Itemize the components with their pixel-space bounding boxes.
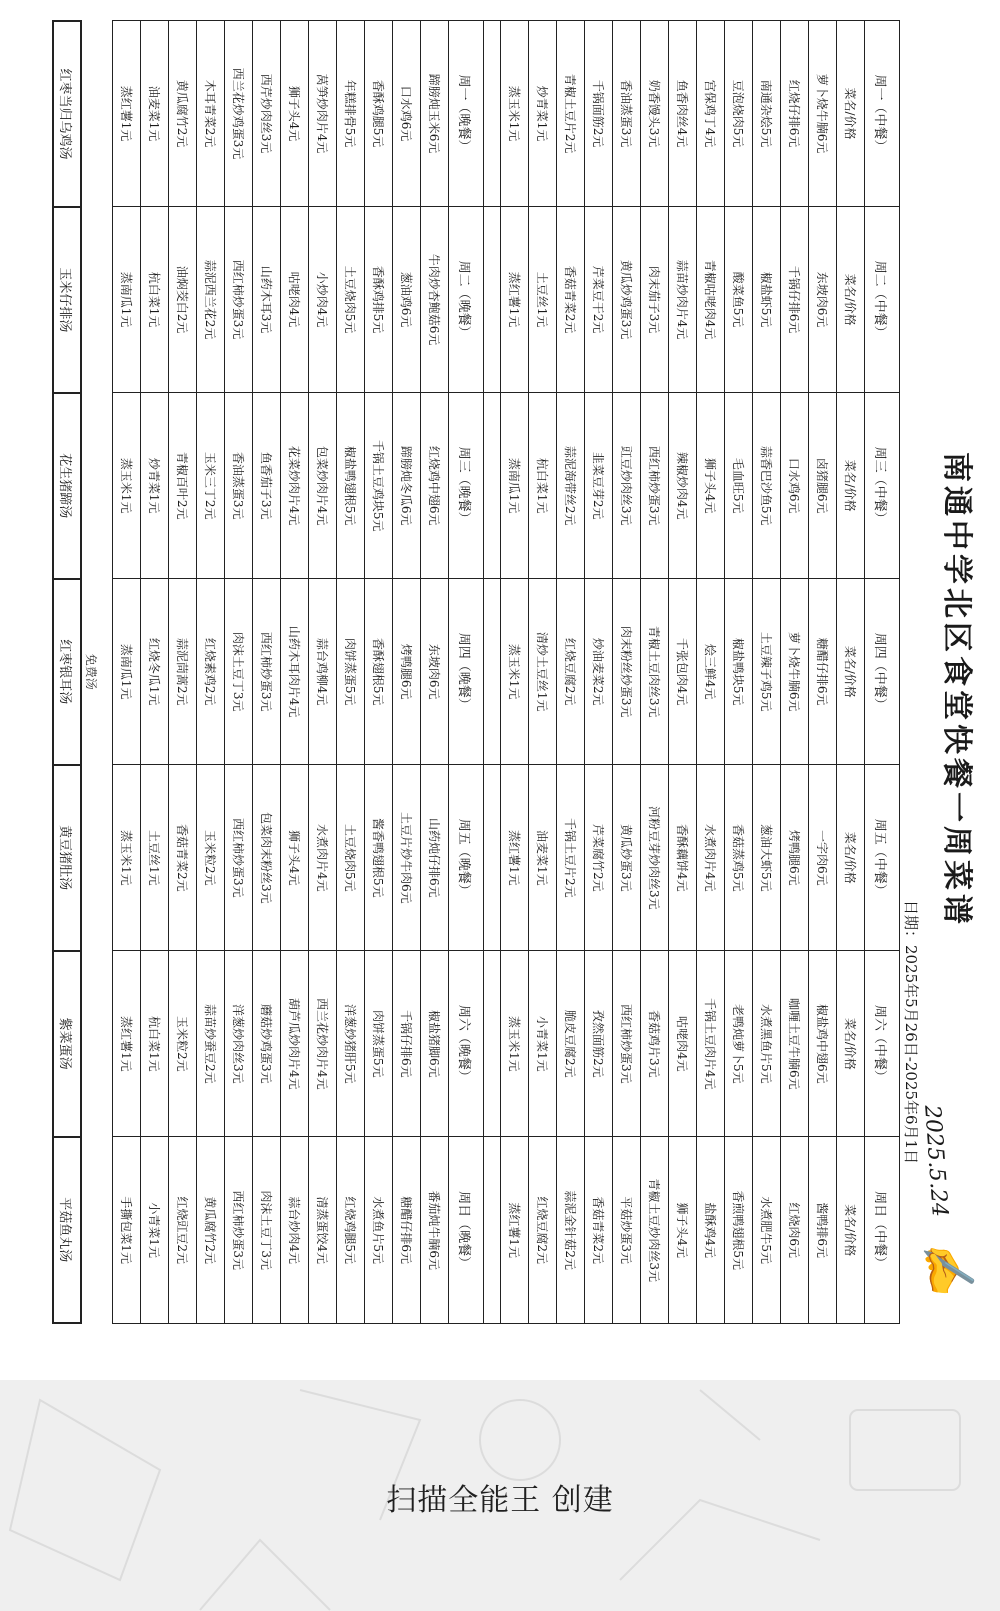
soup-row xyxy=(53,21,81,1323)
menu-item: 番茄炖牛腩6元 xyxy=(421,1137,449,1324)
soup-cell: 玉米仔排汤 xyxy=(53,207,81,393)
lunch-row xyxy=(557,21,585,1324)
lunch-row xyxy=(697,21,725,1324)
menu-item: 红烧仔排6元 xyxy=(781,21,809,207)
menu-item: 莴笋炒肉片4元 xyxy=(309,21,337,207)
dinner-header: 周六（晚餐） xyxy=(449,951,484,1137)
menu-item: 炒青菜1元 xyxy=(529,21,557,207)
signature: ✍ xyxy=(916,1235,979,1300)
menu-item: 香酥藕饼4元 xyxy=(669,765,697,951)
menu-item: 蒜台鸡柳4元 xyxy=(309,579,337,765)
menu-item: 红烧豆腐2元 xyxy=(529,1137,557,1324)
column-subheader: 菜名/价格 xyxy=(837,1137,865,1324)
lunch-header: 周六（中餐） xyxy=(865,951,900,1137)
menu-item: 油麦菜1元 xyxy=(529,765,557,951)
soup-cell: 黄豆猪肚汤 xyxy=(53,765,81,951)
menu-item: 香菇蒸鸡5元 xyxy=(725,765,753,951)
menu-item: 包菜肉末粉丝3元 xyxy=(253,765,281,951)
menu-item: 蒸玉米1元 xyxy=(501,579,529,765)
menu-title: 南通中学北区食堂快餐一周菜谱 xyxy=(939,452,974,928)
scanner-watermark-footer xyxy=(0,1380,1000,1611)
menu-item: 蘑菇炒鸡蛋3元 xyxy=(253,951,281,1137)
menu-item: 蒸南瓜1元 xyxy=(113,579,141,765)
menu-item: 蒸玉米1元 xyxy=(113,765,141,951)
lunch-row xyxy=(585,21,613,1324)
column-subheader: 菜名/价格 xyxy=(837,579,865,765)
menu-table xyxy=(112,20,900,1324)
menu-item: 土豆丝1元 xyxy=(529,207,557,393)
menu-item: 香酥鸡排5元 xyxy=(365,207,393,393)
dinner-row xyxy=(253,21,281,1324)
menu-item: 红烧冬瓜1元 xyxy=(141,579,169,765)
menu-item: 香酥翅根5元 xyxy=(365,579,393,765)
menu-item: 萝卜烧牛腩6元 xyxy=(809,21,837,207)
menu-item: 南通杂烩5元 xyxy=(753,21,781,207)
dinner-row xyxy=(337,21,365,1324)
menu-item: 杭白菜1元 xyxy=(529,393,557,579)
menu-item: 葱油大虾5元 xyxy=(753,765,781,951)
menu-item: 清炒土豆丝1元 xyxy=(529,579,557,765)
menu-item: 红烧鸡腿5元 xyxy=(337,1137,365,1324)
dinner-header: 周五（晚餐） xyxy=(449,765,484,951)
lunch-header: 周二（中餐） xyxy=(865,207,900,393)
menu-item: 木耳青菜2元 xyxy=(197,21,225,207)
lunch-row xyxy=(529,21,557,1324)
menu-item: 小青菜1元 xyxy=(141,1137,169,1324)
menu-item: 椒盐虾5元 xyxy=(753,207,781,393)
menu-item: 肉饼蒸蛋5元 xyxy=(337,579,365,765)
dinner-row xyxy=(169,21,197,1324)
menu-item: 肉沫土豆丁3元 xyxy=(225,579,253,765)
menu-item: 杭白菜1元 xyxy=(141,207,169,393)
menu-item: 东坡肉6元 xyxy=(421,579,449,765)
handwritten-date: 2025.5.24 xyxy=(919,1104,952,1218)
menu-item: 芹菜腐竹2元 xyxy=(585,765,613,951)
menu-item: 宫保鸡丁4元 xyxy=(697,21,725,207)
menu-item: 炒青菜1元 xyxy=(141,393,169,579)
menu-item: 糖醋仔排6元 xyxy=(809,579,837,765)
menu-item: 油麦菜1元 xyxy=(141,21,169,207)
soup-table xyxy=(52,20,98,1324)
menu-item: 口水鸡6元 xyxy=(781,393,809,579)
menu-item: 萝卜烧牛腩6元 xyxy=(781,579,809,765)
menu-item: 蒜香巴沙鱼5元 xyxy=(753,393,781,579)
menu-item: 年糕排骨5元 xyxy=(337,21,365,207)
menu-item: 蒸玉米1元 xyxy=(501,951,529,1137)
menu-item: 酱鸭排6元 xyxy=(809,1137,837,1324)
empty-cell xyxy=(484,393,501,579)
dinner-row xyxy=(365,21,393,1324)
menu-item: 包菜炒肉片4元 xyxy=(309,393,337,579)
menu-item: 咕咾肉4元 xyxy=(669,951,697,1137)
dinner-row xyxy=(421,21,449,1324)
dinner-row xyxy=(225,21,253,1324)
menu-item: 青椒百叶2元 xyxy=(169,393,197,579)
menu-item: 玉米粒2元 xyxy=(169,951,197,1137)
menu-item: 青椒土豆肉丝3元 xyxy=(641,579,669,765)
date-range: 日期：2025年5月26日-2025年6月1日 xyxy=(902,900,920,1165)
menu-item: 一字肉6元 xyxy=(809,765,837,951)
menu-item: 蒸红薯1元 xyxy=(501,1137,529,1324)
menu-item: 蒸玉米1元 xyxy=(113,393,141,579)
menu-item: 辣椒炒肉4元 xyxy=(669,393,697,579)
menu-item: 河粉豆芽炒肉丝3元 xyxy=(641,765,669,951)
menu-item: 蒜泥金针菇2元 xyxy=(557,1137,585,1324)
menu-item: 土豆烧肉5元 xyxy=(337,207,365,393)
menu-item: 黄瓜腐竹2元 xyxy=(169,21,197,207)
menu-item: 蒸红薯1元 xyxy=(501,207,529,393)
dinner-header: 周二（晚餐） xyxy=(449,207,484,393)
menu-item: 蒸南瓜1元 xyxy=(501,393,529,579)
menu-item: 狮子头4元 xyxy=(697,393,725,579)
menu-item: 千锅仔排6元 xyxy=(393,951,421,1137)
menu-item: 红烧豆腐2元 xyxy=(557,579,585,765)
menu-item: 蒸红薯1元 xyxy=(501,765,529,951)
menu-item: 葫芦瓜炒肉片4元 xyxy=(281,951,309,1137)
subheader-row xyxy=(837,21,865,1324)
menu-item: 杭白菜1元 xyxy=(141,951,169,1137)
menu-item: 糖醋仔排6元 xyxy=(393,1137,421,1324)
menu-item: 平菇炒蛋3元 xyxy=(613,1137,641,1324)
menu-item: 山药炖仔排6元 xyxy=(421,765,449,951)
menu-item: 口水鸡6元 xyxy=(393,21,421,207)
menu-item: 椒盐鸭块5元 xyxy=(725,579,753,765)
menu-item: 狮子头4元 xyxy=(669,1137,697,1324)
dinner-row xyxy=(281,21,309,1324)
menu-item: 千锅面筋2元 xyxy=(585,21,613,207)
lunch-row xyxy=(641,21,669,1324)
column-subheader: 菜名/价格 xyxy=(837,21,865,207)
free-soup-note: 免费汤 xyxy=(84,653,98,690)
dinner-row xyxy=(197,21,225,1324)
header-row xyxy=(865,21,900,1324)
menu-item: 香菇青菜2元 xyxy=(557,207,585,393)
column-subheader: 菜名/价格 xyxy=(837,393,865,579)
empty-cell xyxy=(484,21,501,207)
dinner-header: 周日（晚餐） xyxy=(449,1137,484,1324)
menu-item: 西红柿炒蛋3元 xyxy=(225,1137,253,1324)
dinner-header: 周四（晚餐） xyxy=(449,579,484,765)
column-subheader: 菜名/价格 xyxy=(837,207,865,393)
empty-cell xyxy=(484,951,501,1137)
menu-item: 豇豆炒肉丝3元 xyxy=(613,393,641,579)
column-subheader: 菜名/价格 xyxy=(837,951,865,1137)
menu-item: 香油蒸蛋3元 xyxy=(613,21,641,207)
menu-item: 千锅土豆肉片4元 xyxy=(697,951,725,1137)
menu-item: 肉末茄子3元 xyxy=(641,207,669,393)
menu-item: 鱼香肉丝4元 xyxy=(669,21,697,207)
menu-item: 烤鸭腿6元 xyxy=(393,579,421,765)
menu-item: 蒜泥茼蒿2元 xyxy=(169,579,197,765)
menu-item: 黄瓜炒鸡蛋3元 xyxy=(613,207,641,393)
menu-item: 咕咾肉4元 xyxy=(281,207,309,393)
dinner-row xyxy=(141,21,169,1324)
menu-item: 千锅仔排6元 xyxy=(781,207,809,393)
menu-item: 土豆辣子鸡5元 xyxy=(753,579,781,765)
menu-item: 孜然面筋2元 xyxy=(585,951,613,1137)
menu-item: 香酥鸡腿5元 xyxy=(365,21,393,207)
lunch-header: 周三（中餐） xyxy=(865,393,900,579)
lunch-header: 周四（中餐） xyxy=(865,579,900,765)
menu-item: 蒜泥西兰花2元 xyxy=(197,207,225,393)
menu-item: 土豆片炒牛肉6元 xyxy=(393,765,421,951)
menu-item: 鱼香茄子3元 xyxy=(253,393,281,579)
menu-item: 蹄膀炖玉米6元 xyxy=(421,21,449,207)
menu-item: 山药木耳肉片4元 xyxy=(281,579,309,765)
menu-item: 西红柿炒蛋3元 xyxy=(613,951,641,1137)
lunch-row xyxy=(725,21,753,1324)
menu-item: 香菇鸡片3元 xyxy=(641,951,669,1137)
lunch-row xyxy=(809,21,837,1324)
menu-item: 蒜泥海带丝2元 xyxy=(557,393,585,579)
menu-item: 狮子头4元 xyxy=(281,21,309,207)
menu-item: 韭菜豆芽2元 xyxy=(585,393,613,579)
scanner-brand-text: 扫描全能王 创建 xyxy=(386,1483,614,1518)
menu-item: 卤猪腿6元 xyxy=(809,393,837,579)
menu-item: 烤鸭腿6元 xyxy=(781,765,809,951)
menu-item: 土豆丝1元 xyxy=(141,765,169,951)
menu-item: 香油蒸蛋3元 xyxy=(225,393,253,579)
menu-item: 水煮肉片4元 xyxy=(309,765,337,951)
menu-item: 西兰花炒鸡蛋3元 xyxy=(225,21,253,207)
menu-item: 红烧鸡中翅6元 xyxy=(421,393,449,579)
menu-item: 西红柿炒蛋3元 xyxy=(225,765,253,951)
menu-item: 西红柿炒蛋3元 xyxy=(225,207,253,393)
menu-item: 小青菜1元 xyxy=(529,951,557,1137)
dinner-row xyxy=(309,21,337,1324)
menu-item: 葱油鸡6元 xyxy=(393,207,421,393)
menu-item: 山药木耳3元 xyxy=(253,207,281,393)
menu-item: 千锅土豆片2元 xyxy=(557,765,585,951)
lunch-header: 周一（中餐） xyxy=(865,21,900,207)
menu-item: 小炒肉4元 xyxy=(309,207,337,393)
menu-item: 椒盐鸡中翅6元 xyxy=(809,951,837,1137)
menu-item: 脆皮豆腐2元 xyxy=(557,951,585,1137)
menu-item: 水煮鱼片5元 xyxy=(365,1137,393,1324)
menu-item: 西兰花炒肉片4元 xyxy=(309,951,337,1137)
menu-item: 玉米三丁2元 xyxy=(197,393,225,579)
menu-item: 蒜苗炒蚕豆2元 xyxy=(197,951,225,1137)
empty-cell xyxy=(484,1137,501,1324)
menu-item: 香菇青菜2元 xyxy=(169,765,197,951)
menu-item: 玉米粒2元 xyxy=(197,765,225,951)
menu-item: 手撕包菜1元 xyxy=(113,1137,141,1324)
menu-item: 东坡肉6元 xyxy=(809,207,837,393)
menu-item: 香煎鸭翅根5元 xyxy=(725,1137,753,1324)
menu-item: 椒盐鸭翅根5元 xyxy=(337,393,365,579)
menu-item: 青椒咕咾肉4元 xyxy=(697,207,725,393)
menu-item: 酸菜鱼5元 xyxy=(725,207,753,393)
menu-item: 椒盐猪脚6元 xyxy=(421,951,449,1137)
menu-item: 蹄膀炖冬瓜6元 xyxy=(393,393,421,579)
dinner-row xyxy=(113,21,141,1324)
menu-item: 红烧肉6元 xyxy=(781,1137,809,1324)
menu-item: 红烧素鸡2元 xyxy=(197,579,225,765)
soup-cell: 红枣当归乌鸡汤 xyxy=(53,21,81,207)
soup-cell: 花生猪蹄汤 xyxy=(53,393,81,579)
menu-item: 烩三鲜4元 xyxy=(697,579,725,765)
soup-cell: 紫菜蛋汤 xyxy=(53,951,81,1137)
empty-cell xyxy=(484,579,501,765)
menu-item: 酱香鸭翅根5元 xyxy=(365,765,393,951)
menu-item: 黄瓜腐竹2元 xyxy=(197,1137,225,1324)
menu-item: 蒸玉米1元 xyxy=(501,21,529,207)
column-subheader: 菜名/价格 xyxy=(837,765,865,951)
menu-item: 水煮肥牛5元 xyxy=(753,1137,781,1324)
menu-item: 肉末粉丝炒蛋3元 xyxy=(613,579,641,765)
menu-item: 蒸南瓜1元 xyxy=(113,207,141,393)
menu-item: 咖喱土豆牛腩6元 xyxy=(781,951,809,1137)
menu-item: 肉饼蒸蛋5元 xyxy=(365,951,393,1137)
menu-item: 西红柿炒蛋3元 xyxy=(253,579,281,765)
menu-item: 土豆烧肉5元 xyxy=(337,765,365,951)
menu-item: 芹菜豆干2元 xyxy=(585,207,613,393)
menu-item: 毛血旺5元 xyxy=(725,393,753,579)
dinner-header: 周一（晚餐） xyxy=(449,21,484,207)
empty-cell xyxy=(484,765,501,951)
lunch-row xyxy=(669,21,697,1324)
menu-item: 西红柿炒蛋3元 xyxy=(641,393,669,579)
menu-item: 炒油麦菜2元 xyxy=(585,579,613,765)
soup-cell: 平菇鱼丸汤 xyxy=(53,1137,81,1323)
lunch-row xyxy=(613,21,641,1324)
menu-item: 洋葱炒猪肝5元 xyxy=(337,951,365,1137)
menu-item: 清蒸蛋饺4元 xyxy=(309,1137,337,1324)
menu-item: 豆泡烧肉5元 xyxy=(725,21,753,207)
lunch-row xyxy=(501,21,529,1324)
soup-cell: 红枣银耳汤 免费汤 xyxy=(53,579,81,765)
menu-item: 水煮黑鱼片5元 xyxy=(753,951,781,1137)
menu-item: 油焖茭白2元 xyxy=(169,207,197,393)
lunch-header: 周五（中餐） xyxy=(865,765,900,951)
lunch-header: 周日（中餐） xyxy=(865,1137,900,1324)
menu-item: 蒸红薯1元 xyxy=(113,21,141,207)
menu-item: 青椒土豆炒肉丝3元 xyxy=(641,1137,669,1324)
lunch-row xyxy=(753,21,781,1324)
menu-item: 红烧豇豆2元 xyxy=(169,1137,197,1324)
menu-item: 牛肉炒杏鲍菇6元 xyxy=(421,207,449,393)
menu-item: 花菜炒肉片4元 xyxy=(281,393,309,579)
empty-cell xyxy=(484,207,501,393)
menu-item: 狮子头4元 xyxy=(281,765,309,951)
menu-item: 蒸红薯1元 xyxy=(113,951,141,1137)
separator-row xyxy=(484,21,501,1324)
dinner-row xyxy=(393,21,421,1324)
menu-item: 肉沫土豆丁3元 xyxy=(253,1137,281,1324)
menu-item: 蒜苗炒肉片4元 xyxy=(669,207,697,393)
menu-item: 水煮肉片4元 xyxy=(697,765,725,951)
lunch-row xyxy=(781,21,809,1324)
menu-item: 香菇青菜2元 xyxy=(585,1137,613,1324)
menu-item: 老鸭炖萝卜5元 xyxy=(725,951,753,1137)
menu-item: 盐酥鸡4元 xyxy=(697,1137,725,1324)
menu-item: 青椒土豆片2元 xyxy=(557,21,585,207)
menu-item: 蒜台炒肉4元 xyxy=(281,1137,309,1324)
menu-item: 西芹炒肉丝3元 xyxy=(253,21,281,207)
menu-item: 黄瓜炒蛋3元 xyxy=(613,765,641,951)
dinner-header-row xyxy=(449,21,484,1324)
menu-item: 奶香馒头3元 xyxy=(641,21,669,207)
menu-item: 千张包肉4元 xyxy=(669,579,697,765)
menu-item: 洋葱炒肉丝3元 xyxy=(225,951,253,1137)
dinner-header: 周三（晚餐） xyxy=(449,393,484,579)
menu-item: 千锅土豆鸡块5元 xyxy=(365,393,393,579)
